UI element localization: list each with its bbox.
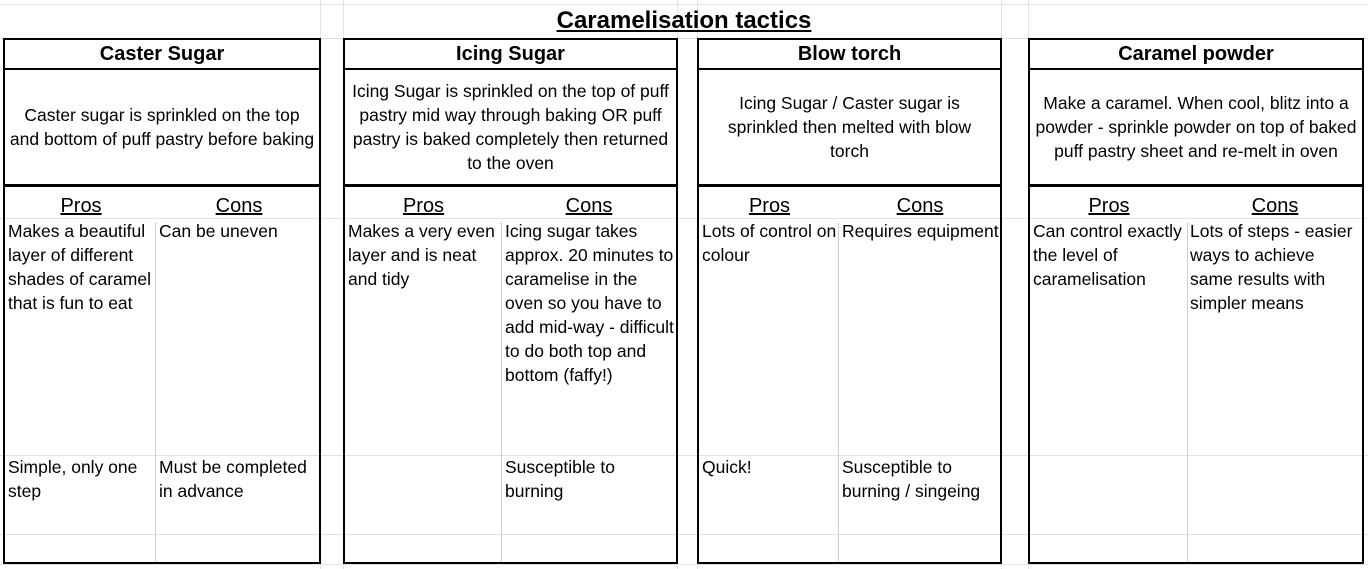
pros-header[interactable]: Pros bbox=[748, 195, 791, 217]
method-description[interactable] bbox=[1030, 70, 1362, 187]
pro-cell[interactable]: Simple, only one step bbox=[8, 457, 138, 501]
method-panel-caramel-powder[interactable] bbox=[1028, 38, 1364, 564]
method-description-text: Make a caramel. When cool, blitz into a powder - sprinkle powder on top of baked puff pastry sheet and re-melt in oven bbox=[1035, 93, 1357, 161]
pro-cell[interactable]: Lots of control on colour bbox=[702, 221, 837, 265]
pro-cell[interactable]: Makes a very even layer and is neat and tidy bbox=[348, 221, 495, 289]
method-panel-icing-sugar[interactable] bbox=[343, 38, 678, 564]
pros-header[interactable]: Pros bbox=[402, 195, 445, 217]
con-cell[interactable]: Susceptible to burning bbox=[505, 457, 615, 501]
pros-header[interactable]: Pros bbox=[1088, 195, 1130, 217]
method-panel-blow-torch[interactable] bbox=[697, 38, 1002, 564]
sheet-title: Caramelisation tactics bbox=[556, 7, 812, 34]
con-cell[interactable]: Can be uneven bbox=[159, 221, 278, 241]
method-title[interactable]: Icing Sugar bbox=[345, 38, 676, 70]
method-description-text: Caster sugar is sprinkled on the top and bottom of puff pastry before baking bbox=[9, 105, 315, 149]
method-panel-caster-sugar[interactable] bbox=[3, 38, 321, 564]
cons-header[interactable]: Cons bbox=[215, 195, 263, 217]
column-divider bbox=[838, 222, 839, 562]
method-description[interactable] bbox=[699, 70, 1000, 187]
method-title[interactable]: Blow torch bbox=[699, 38, 1000, 70]
method-title[interactable]: Caramel powder bbox=[1030, 38, 1362, 70]
pros-header[interactable]: Pros bbox=[60, 195, 102, 217]
con-cell[interactable]: Icing sugar takes approx. 20 minutes to caramelise in the oven so you have to add mid-way - difficult to do both top and bottom (faffy!) bbox=[505, 221, 674, 385]
cons-header[interactable]: Cons bbox=[1251, 195, 1299, 217]
method-description-text: Icing Sugar is sprinkled on the top of puff pastry mid way through baking OR puff pastry is baked completely then returned to the oven bbox=[352, 81, 669, 173]
con-cell[interactable]: Must be completed in advance bbox=[159, 457, 307, 501]
method-description[interactable] bbox=[5, 70, 319, 187]
method-description[interactable] bbox=[345, 70, 676, 187]
pro-cell[interactable]: Quick! bbox=[702, 457, 752, 477]
con-cell[interactable]: Requires equipment bbox=[842, 221, 999, 241]
pro-cell[interactable]: Can control exactly the level of caramelisation bbox=[1033, 221, 1182, 289]
method-description-text: Icing Sugar / Caster sugar is sprinkled then melted with blow torch bbox=[727, 93, 972, 161]
cons-header[interactable]: Cons bbox=[565, 195, 613, 217]
method-title[interactable]: Caster Sugar bbox=[5, 38, 319, 70]
con-cell[interactable]: Susceptible to burning / singeing bbox=[842, 457, 981, 501]
pro-cell[interactable]: Makes a beautiful layer of different shades of caramel that is fun to eat bbox=[8, 221, 151, 313]
cons-header[interactable]: Cons bbox=[896, 195, 944, 217]
con-cell[interactable]: Lots of steps - easier ways to achieve same results with simpler means bbox=[1190, 221, 1353, 313]
